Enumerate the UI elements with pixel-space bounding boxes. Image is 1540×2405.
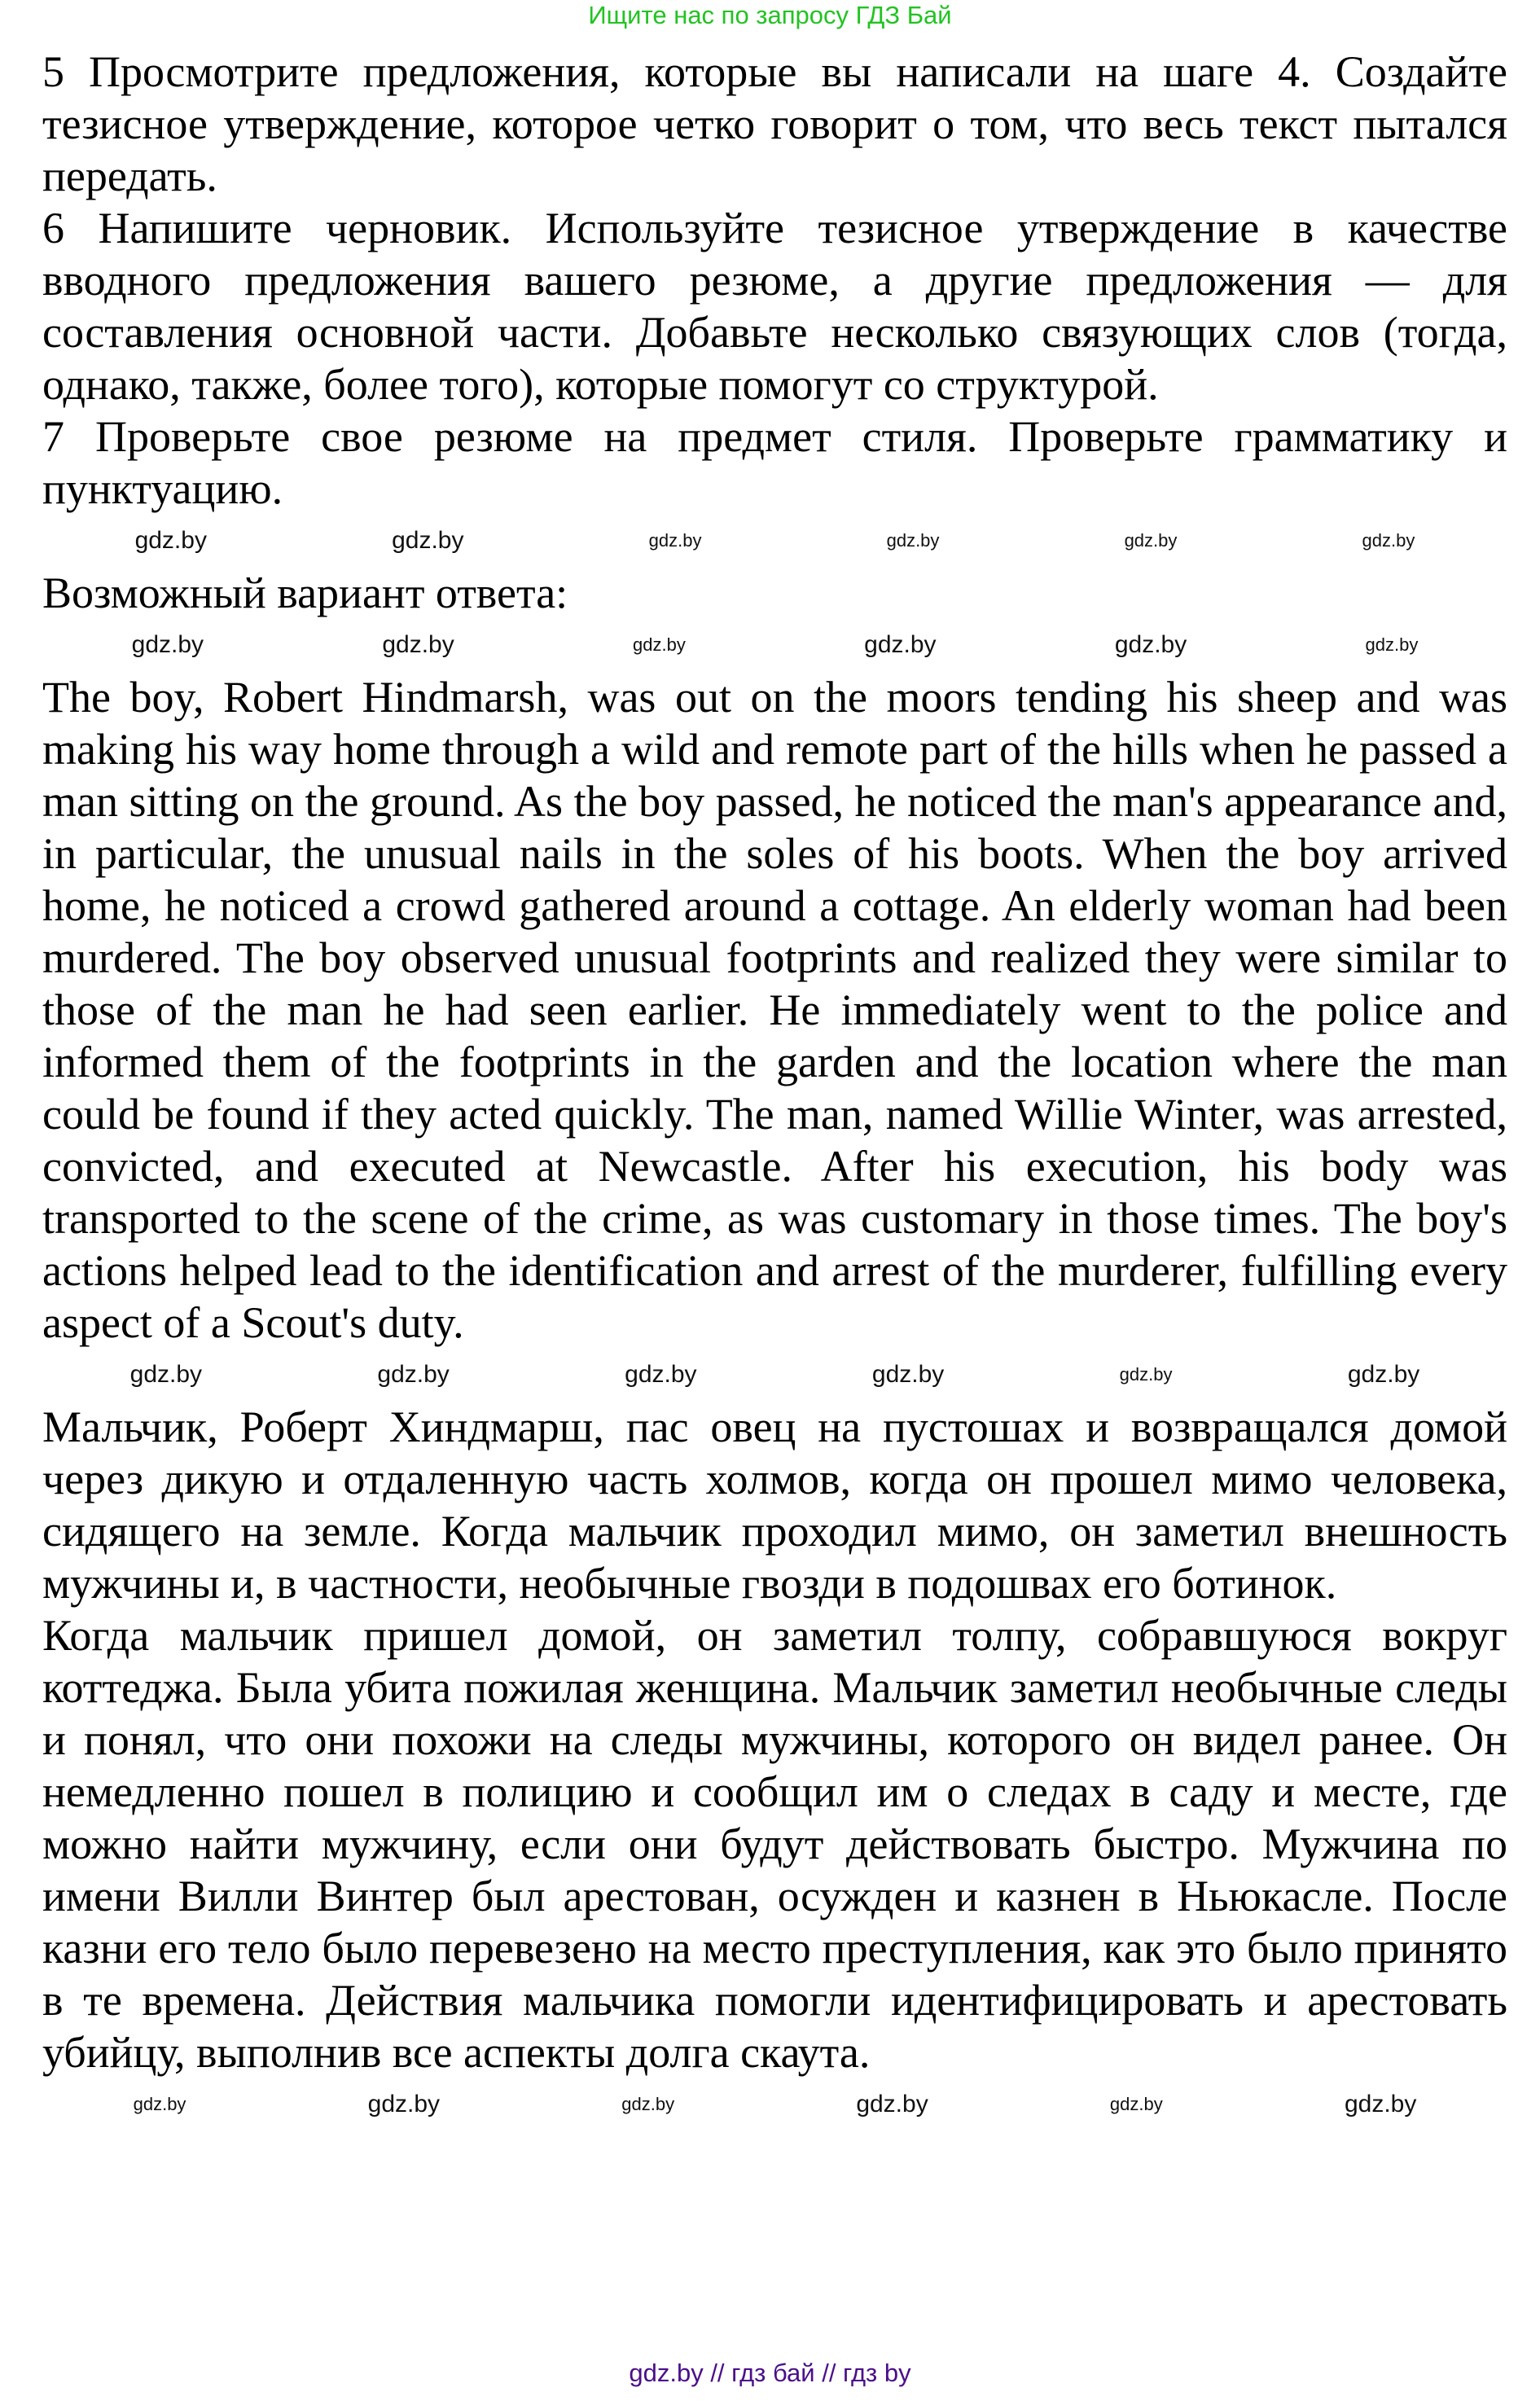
watermark: gdz.by xyxy=(864,631,937,658)
watermark: gdz.by xyxy=(1124,530,1178,551)
watermark: gdz.by xyxy=(621,2094,675,2114)
watermark: gdz.by xyxy=(377,1361,450,1388)
watermark: gdz.by xyxy=(129,1361,203,1388)
watermark: gdz.by xyxy=(648,530,702,551)
answer-english: The boy, Robert Hindmarsh, was out on the moors tending his sheep and was making his way home through a wild and remote part of the hills when he passed a man sitting on the ground. As the boy passed, he noticed the man's appearance and, in particular, the unusual nails in the soles of his boots. When the boy arrived home, he noticed a crowd gathered around a cottage. An elderly woman had been murdered. The boy observed unusual footprints and realized they were similar to those of the man he had seen earlier. He immediately went to the police and informed them of the footprints in the garden and the location where the man could be found if they acted quickly. The man, named Willie Winter, was arrested, convicted, and executed at Newcastle. After his execution, his body was transported to the scene of the crime, as was customary in those times. The boy's actions helped lead to the identification and arrest of the murderer, fulfilling every aspect of a Scout's duty. xyxy=(42,673,1507,1347)
watermark: gdz.by xyxy=(392,527,464,554)
watermark: gdz.by xyxy=(1347,1361,1420,1388)
watermark: gdz.by xyxy=(1362,530,1415,551)
watermark: gdz.by xyxy=(1119,1364,1173,1385)
watermark-row xyxy=(42,2078,1507,2131)
watermark: gdz.by xyxy=(886,530,940,551)
watermark: gdz.by xyxy=(633,634,686,655)
watermark: gdz.by xyxy=(856,2091,928,2118)
watermark: gdz.by xyxy=(133,2094,186,2114)
watermark: gdz.by xyxy=(131,631,204,658)
watermark-row xyxy=(42,515,1507,567)
watermark-row xyxy=(42,1349,1507,1401)
answer-russian-paragraph-2: Когда мальчик пришел домой, он заметил толпу, собравшуюся вокруг коттеджа. Была убита пожилая женщина. Мальчик заметил необычные следы и понял, что они похожи на следы мужчины, которого он видел ранее. Он немедленно пошел в полицию и сообщил им о следах в саду и месте, где можно найти мужчину, если они будут действовать быстро. Мужчина по имени Вилли Винтер был арестован, осужден и казнен в Ньюкасле. После казни его тело было перевезено на место преступления, как это было принято в те времена. Действия мальчика помогли идентифицировать и арестовать убийцу, выполнив все аспекты долга скаута. xyxy=(42,1611,1507,2077)
watermark: gdz.by xyxy=(134,527,207,554)
watermark-row xyxy=(42,619,1507,671)
watermark: gdz.by xyxy=(625,1361,697,1388)
answer-label: Возможный вариант ответа: xyxy=(42,568,568,617)
watermark: gdz.by xyxy=(871,1361,945,1388)
search-hint-header: Ищите нас по запросу ГДЗ Бай xyxy=(588,1,952,29)
watermark: gdz.by xyxy=(367,2091,441,2118)
watermark: gdz.by xyxy=(1114,631,1187,658)
answer-russian-paragraph-1: Мальчик, Роберт Хиндмарш, пас овец на пустошах и возвращался домой через дикую и отдаленную часть холмов, когда он прошел мимо человека, сидящего на земле. Когда мальчик проходил мимо, он заметил внешность мужчины и, в частности, необычные гвозди в подошвах его ботинок. xyxy=(42,1402,1507,1608)
watermark: gdz.by xyxy=(1109,2094,1163,2114)
watermark: gdz.by xyxy=(1365,634,1419,655)
task-step-6: 6 Напишите черновик. Используйте тезисное утверждение в качестве вводного предложения вашего резюме, а другие предложения — для составления основной части. Добавьте несколько связующих слов (тогда, однако, также, более того), которые помогут со структурой. xyxy=(42,204,1507,409)
task-step-7: 7 Проверьте свое резюме на предмет стиля. Проверьте грамматику и пунктуацию. xyxy=(42,412,1507,513)
footer-links: gdz.by // гдз бай // гдз by xyxy=(629,2359,911,2387)
document-body xyxy=(42,46,1507,2131)
watermark: gdz.by xyxy=(382,631,454,658)
watermark: gdz.by xyxy=(1344,2091,1417,2118)
task-step-5: 5 Просмотрите предложения, которые вы написали на шаге 4. Создайте тезисное утверждение, которое четко говорит о том, что весь текст пытался передать. xyxy=(42,47,1507,200)
